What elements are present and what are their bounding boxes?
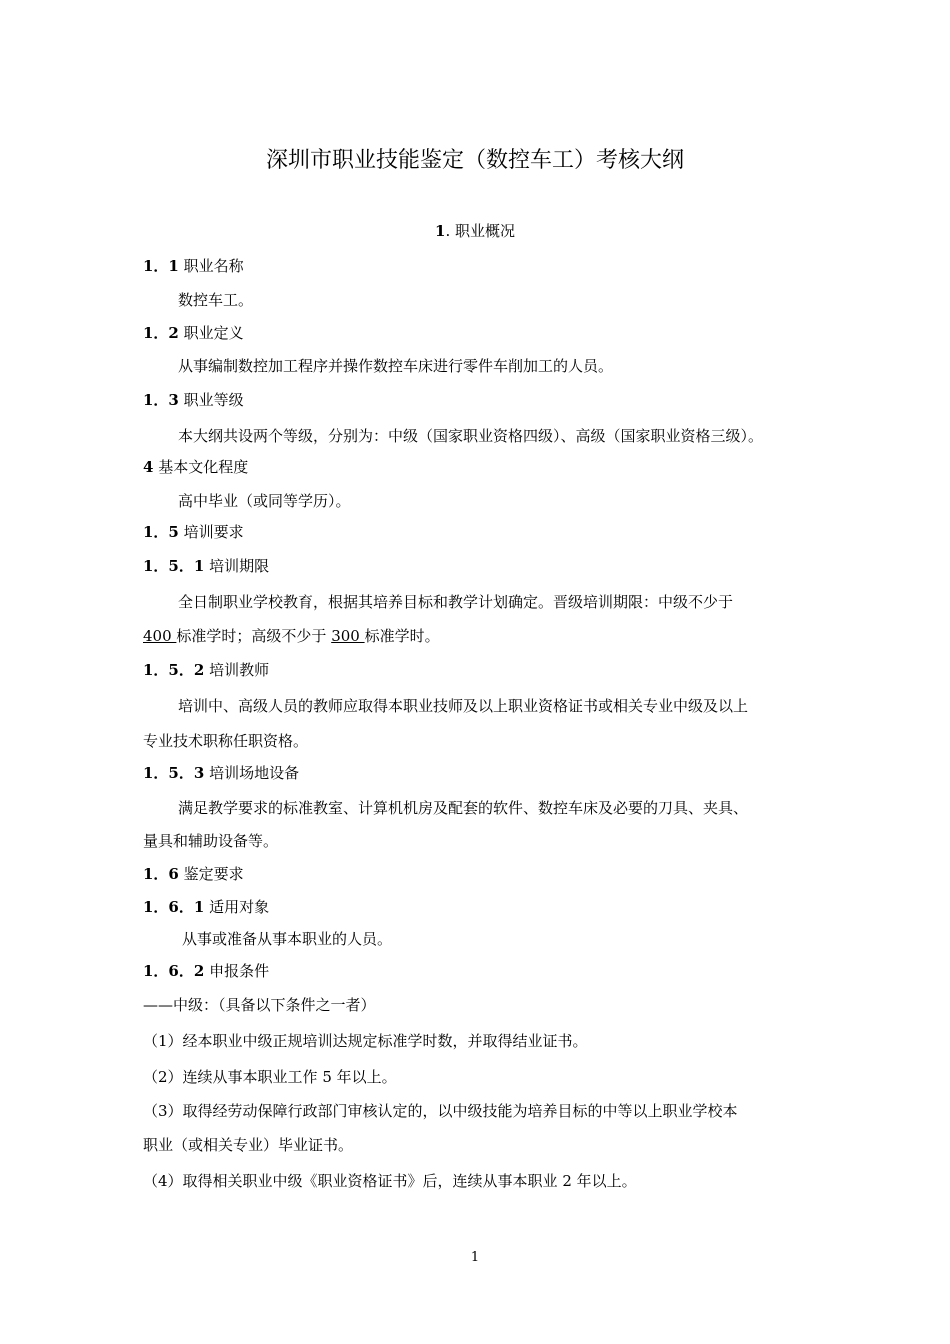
section-label: 职业名称 [183,257,244,275]
paragraph-continuation: 专业技术职称任职资格。 [143,732,309,750]
section-separator: . [445,222,455,240]
section-label: 基本文化程度 [158,458,249,476]
section-label: 职业概况 [454,222,515,240]
document-title: 深圳市职业技能鉴定（数控车工）考核大纲 [265,148,684,173]
section-label: 培训场地设备 [209,764,300,782]
section-1-5-2-heading [143,659,813,681]
section-number: 1 [435,222,446,240]
paragraph: 全日制职业学校教育，根据其培养目标和教学计划确定。晋级培训期限：中级不少于 [178,593,734,611]
section-number: 1．6．2 [143,962,205,980]
page-number: 1 [470,1250,480,1265]
condition-item: （2）连续从事本职业工作 5 年以上。 [143,1068,397,1086]
paragraph-continuation: 量具和辅助设备等。 [143,832,279,850]
section-label: 职业等级 [183,391,244,409]
hours-value-intermediate: 400 [143,627,177,645]
paragraph: 数控车工。 [178,291,254,309]
paragraph: 培训中、高级人员的教师应取得本职业技师及以上职业资格证书或相关专业中级及以上 [178,697,749,715]
condition-item: （4）取得相关职业中级《职业资格证书》后，连续从事本职业 2 年以上。 [143,1172,637,1190]
paragraph: 本大纲共设两个等级，分别为：中级（国家职业资格四级）、高级（国家职业资格三级）。 [178,427,764,445]
section-1-6-1-heading [143,896,813,918]
section-number: 1．2 [143,324,179,342]
section-number: 1．6．1 [143,898,205,916]
section-number: 1．5．2 [143,661,205,679]
section-label: 鉴定要求 [183,865,244,883]
paragraph: 从事编制数控加工程序并操作数控车床进行零件车削加工的人员。 [178,357,614,375]
paragraph: 高中毕业（或同等学历）。 [178,492,351,510]
condition-item: （1）经本职业中级正规培训达规定标准学时数，并取得结业证书。 [143,1032,588,1050]
section-label: 适用对象 [209,898,270,916]
condition-item-continuation: 职业（或相关专业）毕业证书。 [143,1136,354,1154]
section-label: 申报条件 [209,962,270,980]
section-number: 1．3 [143,391,179,409]
section-label: 培训要求 [183,523,244,541]
text-span: 标准学时；高级不少于 [176,627,332,645]
section-1-2-heading [143,322,813,344]
section-number: 1．5．1 [143,557,205,575]
paragraph: 从事或准备从事本职业的人员。 [182,930,393,948]
section-1-1-heading [143,255,813,277]
section-label: 培训期限 [209,557,270,575]
section-number: 1．1 [143,257,179,275]
conditions-header: ——中级：（具备以下条件之一者） [143,996,376,1014]
section-1-6-2-heading [143,960,813,982]
section-number: 1．6 [143,865,179,883]
section-label: 培训教师 [209,661,270,679]
paragraph: 满足教学要求的标准教室、计算机机房及配套的软件、数控车床及必要的刀具、夹具、 [178,799,749,817]
section-label: 职业定义 [183,324,244,342]
section-1-5-1-heading [143,555,813,577]
section-number: 1．5 [143,523,179,541]
section-1-5-heading [143,521,813,543]
hours-value-advanced: 300 [331,627,365,645]
condition-item: （3）取得经劳动保障行政部门审核认定的，以中级技能为培养目标的中等以上职业学校本 [143,1102,738,1120]
section-1-3-heading [143,389,813,411]
section-1-5-3-heading [143,762,813,784]
text-span: 标准学时。 [364,627,440,645]
section-number: 4 [143,458,154,476]
section-4-heading [143,456,813,478]
section-number: 1．5．3 [143,764,205,782]
section-1-heading [0,220,950,242]
paragraph-continuation [143,625,813,647]
section-1-6-heading [143,863,813,885]
